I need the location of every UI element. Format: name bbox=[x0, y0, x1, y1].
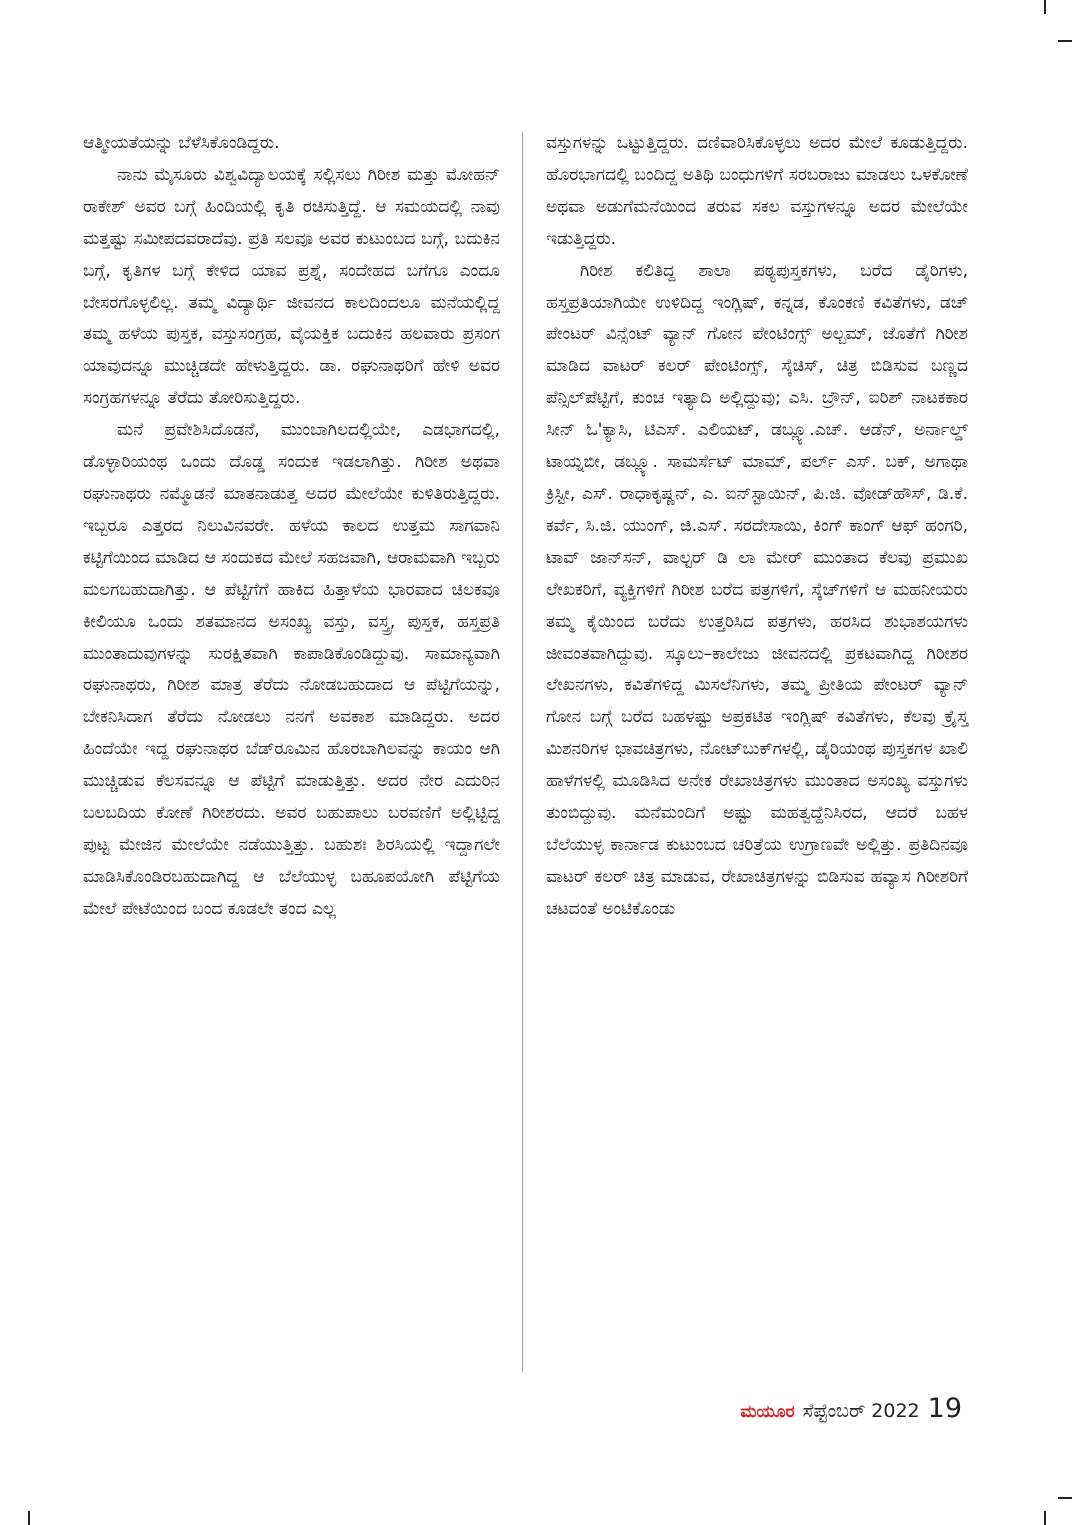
page-number: 19 bbox=[927, 1393, 962, 1424]
paragraph: ವಸ್ತುಗಳನ್ನು ಒಟ್ಟುತ್ತಿದ್ದರು. ದಣಿವಾರಿಸಿಕೊಳ್ಳಲು ಅದರ ಮೇಲೆ ಕೂಡುತ್ತಿದ್ದರು. ಹೊರಭಾಗದಲ್ಲಿ ಬಂದಿದ್ದ ಅತಿಥಿ ಬಂಧುಗಳಿಗೆ ಸರಬರಾಜು ಮಾಡಲು ಒಳಕೋಣೆ ಅಥವಾ ಅಡುಗೆಮನೆಯಿಂದ ತರುವ ಸಕಲ ವಸ್ತುಗಳನ್ನೂ ಅದರ ಮೇಲೆಯೇ ಇಡುತ್ತಿದ್ದರು. bbox=[546, 133, 968, 249]
article-column-left bbox=[83, 128, 500, 926]
crop-mark-top-right bbox=[1044, 0, 1046, 14]
page-footer bbox=[740, 1393, 962, 1424]
paragraph: ಗಿರೀಶ ಕಲಿತಿದ್ದ ಶಾಲಾ ಪಠ್ಯಪುಸ್ತಕಗಳು, ಬರೆದ ಡೈರಿಗಳು, ಹಸ್ತಪ್ರತಿಯಾಗಿಯೇ ಉಳಿದಿದ್ದ ಇಂಗ್ಲಿಷ್, ಕನ್ನಡ, ಕೊಂಕಣಿ ಕವಿತೆಗಳು, ಡಚ್ ಪೇಂಟರ್ ವಿನ್ಸೆಂಟ್ ವ್ಯಾನ್ ಗೋನ ಪೇಂಟಿಂಗ್ಸ್ ಅಲ್ಬಮ್, ಜೊತೆಗೆ ಗಿರೀಶ ಮಾಡಿದ ವಾಟರ್ ಕಲರ್ ಪೇಂಟಿಂಗ್ಸ್, ಸ್ಕೆಚಿಸ್, ಚಿತ್ರ ಬಿಡಿಸುವ ಬಣ್ಣದ ಪೆನ್ಸಿಲ್‌ಪೆಟ್ಟಿಗೆ, ಕುಂಚ ಇತ್ಯಾದಿ ಅಲ್ಲಿದ್ದುವು; ಎಸಿ. ಬ್ರೌನ್, ಐರಿಶ್ ನಾಟಕಕಾರ ಸೀನ್ ಓ'ಕ್ಯಾಸಿ, ಟಿಎಸ್. ಎಲಿಯಟ್, ಡಬ್ಲ್ಯೂ.ಎಚ್. ಆಡೆನ್, ಅರ್ನಾಲ್ಡ್ ಟಾಯ್ನಬೀ, ಡಬ್ಲ್ಯೂ. ಸಾಮರ್ಸೆಟ್ ಮಾಮ್, ಪರ್ಲ್ ಎಸ್. ಬಕ್, ಅಗಾಥಾ ಕ್ರಿಸ್ಟೀ, ಎಸ್. ರಾಧಾಕೃಷ್ಣನ್, ಎ. ಐನ್‌ಸ್ಟಾಯಿನ್, ಪಿ.ಜಿ. ವೋಡ್‌ಹೌಸ್, ಡಿ.ಕೆ. ಕರ್ವೆ, ಸಿ.ಜಿ. ಯುಂಗ್, ಜಿ.ಎಸ್. ಸರದೇಸಾಯಿ, ಕಿಂಗ್ ಕಾಂಗ್ ಆಫ್ ಹಂಗರಿ, ಟಾವ್ ಜಾನ್‌ಸನ್, ವಾಲ್ಟರ್ ಡಿ ಲಾ ಮೇರ್ ಮುಂತಾದ ಕೆಲವು ಪ್ರಮುಖ ಲೇಖಕರಿಗೆ, ವ್ಯಕ್ತಿಗಳಿಗೆ ಗಿರೀಶ ಬರೆದ ಪತ್ರಗಳಿಗೆ, ಸ್ಕೆಚ್‌ಗಳಿಗೆ ಆ ಮಹನೀಯರು ತಮ್ಮ ಕೈಯಿಂದ ಬರೆದು ಉತ್ತರಿಸಿದ ಪತ್ರಗಳು, ಹರಸಿದ ಶುಭಾಶಯಗಳು ಜೀವಂತವಾಗಿದ್ದುವು. ಸ್ಕೂಲು–ಕಾಲೇಜು ಜೀವನದಲ್ಲಿ ಪ್ರಕಟವಾಗಿದ್ದ ಗಿರೀಶರ ಲೇಖನಗಳು, ಕವಿತೆಗಳಿದ್ದ ಮಿಸಲೆನಿಗಳು, ತಮ್ಮ ಪ್ರೀತಿಯ ಪೇಂಟರ್ ವ್ಯಾನ್ ಗೋನ ಬಗ್ಗೆ ಬರೆದ ಬಹಳಷ್ಟು ಅಪ್ರಕಟಿತ ಇಂಗ್ಲಿಷ್ ಕವಿತೆಗಳು, ಕೆಲವು ಕ್ರೈಸ್ತ ಮಿಶನರಿಗಳ ಭಾವಚಿತ್ರಗಳು, ನೋಟ್‌ಬುಕ್‌ಗಳಲ್ಲಿ, ಡೈರಿಯಂಥ ಪುಸ್ತಕಗಳ ಖಾಲಿ ಹಾಳೆಗಳಲ್ಲಿ ಮೂಡಿಸಿದ ಅನೇಕ ರೇಖಾಚಿತ್ರಗಳು ಮುಂತಾದ ಅಸಂಖ್ಯ ವಸ್ತುಗಳು ತುಂಬಿದ್ದುವು. ಮನೆಮಂದಿಗೆ ಅಷ್ಟು ಮಹತ್ವದ್ದೆನಿಸಿರದ, ಆದರೆ ಬಹಳ ಬೆಲೆಯುಳ್ಳ ಕಾರ್ನಾಡ ಕುಟುಂಬದ ಚರಿತ್ರೆಯ ಉಗ್ರಾಣವೇ ಅಲ್ಲಿತ್ತು. ಪ್ರತಿದಿನವೂ ವಾಟರ್ ಕಲರ್ ಚಿತ್ರ ಮಾಡುವ, ರೇಖಾಚಿತ್ರಗಳನ್ನು ಬಿಡಿಸುವ ಹವ್ಯಾಸ ಗಿರೀಶರಿಗೆ ಚಟದಂತೆ ಅಂಟಿಕೊಂಡು bbox=[546, 260, 968, 919]
crop-mark-right-lower bbox=[1058, 1497, 1072, 1499]
paragraph: ಆತ್ಮೀಯತೆಯನ್ನು ಬೆಳೆಸಿಕೊಂಡಿದ್ದರು. bbox=[83, 133, 280, 153]
paragraph: ಮನೆ ಪ್ರವೇಶಿಸಿದೊಡನೆ, ಮುಂಬಾಗಿಲದಲ್ಲಿಯೇ, ಎಡಭಾಗದಲ್ಲಿ, ಡೊಳ್ಳಾರಿಯಂಥ ಒಂದು ದೊಡ್ಡ ಸಂದುಕ ಇಡಲಾಗಿತ್ತು. ಗಿರೀಶ ಅಥವಾ ರಘುನಾಥರು ನಮ್ಮೊಡನೆ ಮಾತನಾಡುತ್ತ ಅದರ ಮೇಲೆಯೇ ಕುಳಿತಿರುತ್ತಿದ್ದರು. ಇಬ್ಬರೂ ಎತ್ತರದ ನಿಲುವಿನವರೇ. ಹಳೆಯ ಕಾಲದ ಉತ್ತಮ ಸಾಗವಾನಿ ಕಟ್ಟಿಗೆಯಿಂದ ಮಾಡಿದ ಆ ಸಂದುಕದ ಮೇಲೆ ಸಹಜವಾಗಿ, ಆರಾಮವಾಗಿ ಇಬ್ಬರು ಮಲಗಬಹುದಾಗಿತ್ತು. ಆ ಪೆಟ್ಟಿಗೆಗೆ ಹಾಕಿದ ಹಿತ್ತಾಳೆಯ ಭಾರವಾದ ಚಿಲಕವೂ ಕೀಲಿಯೂ ಒಂದು ಶತಮಾನದ ಅಸಂಖ್ಯ ವಸ್ತು, ವಸ್ತ್ರ, ಪುಸ್ತಕ, ಹಸ್ತಪ್ರತಿ ಮುಂತಾದುವುಗಳನ್ನು ಸುರಕ್ಷಿತವಾಗಿ ಕಾಪಾಡಿಕೊಂಡಿದ್ದುವು. ಸಾಮಾನ್ಯವಾಗಿ ರಘುನಾಥರು, ಗಿರೀಶ ಮಾತ್ರ ತೆರೆದು ನೋಡಬಹುದಾದ ಆ ಪೆಟ್ಟಿಗೆಯನ್ನು, ಬೇಕನಿಸಿದಾಗ ತೆರೆದು ನೋಡಲು ನನಗೆ ಅವಕಾಶ ಮಾಡಿದ್ದರು. ಅದರ ಹಿಂದೆಯೇ ಇದ್ದ ರಘುನಾಥರ ಬೆಡ್‌ರೂಮಿನ ಹೊರಬಾಗಿಲವನ್ನು ಕಾಯಂ ಆಗಿ ಮುಚ್ಚಿಡುವ ಕೆಲಸವನ್ನೂ ಆ ಪೆಟ್ಟಿಗೆ ಮಾಡುತ್ತಿತ್ತು. ಅದರ ನೇರ ಎದುರಿನ ಬಲಬದಿಯ ಕೋಣೆ ಗಿರೀಶರದು. ಅವರ ಬಹುಪಾಲು ಬರವಣಿಗೆ ಅಲ್ಲಿಟ್ಟಿದ್ದ ಪುಟ್ಟ ಮೇಜಿನ ಮೇಲೆಯೇ ನಡೆಯುತ್ತಿತ್ತು. ಬಹುಶಃ ಶಿರಸಿಯಲ್ಲಿ ಇದ್ದಾಗಲೇ ಮಾಡಿಸಿಕೊಂಡಿರಬಹುದಾಗಿದ್ದ ಆ ಬೆಲೆಯುಳ್ಳ ಬಹೂಪಯೋಗಿ ಪೆಟ್ಟಿಗೆಯ ಮೇಲೆ ಪೇಟೆಯಿಂದ ಬಂದ ಕೂಡಲೇ ತಂದ ಎಲ್ಲ bbox=[83, 420, 500, 919]
article-column-right bbox=[546, 128, 968, 926]
issue-date: ಸೆಪ್ಟೆಂಬರ್ 2022 bbox=[802, 1400, 920, 1422]
column-divider bbox=[522, 132, 523, 1372]
crop-mark-right-upper bbox=[1058, 40, 1072, 42]
crop-mark-bottom-right bbox=[1044, 1511, 1046, 1525]
magazine-name: ಮಯೂರ bbox=[740, 1402, 795, 1422]
paragraph: ನಾನು ಮೈಸೂರು ವಿಶ್ವವಿದ್ಯಾಲಯಕ್ಕೆ ಸಲ್ಲಿಸಲು ಗಿರೀಶ ಮತ್ತು ಮೋಹನ್ ರಾಕೇಶ್ ಅವರ ಬಗ್ಗೆ ಹಿಂದಿಯಲ್ಲಿ ಕೃತಿ ರಚಿಸುತ್ತಿದ್ದೆ. ಆ ಸಮಯದಲ್ಲಿ ನಾವು ಮತ್ತಷ್ಟು ಸಮೀಪದವರಾದೆವು. ಪ್ರತಿ ಸಲವೂ ಅವರ ಕುಟುಂಬದ ಬಗ್ಗೆ, ಬದುಕಿನ ಬಗ್ಗೆ, ಕೃತಿಗಳ ಬಗ್ಗೆ ಕೇಳಿದ ಯಾವ ಪ್ರಶ್ನೆ, ಸಂದೇಹದ ಬಗೆಗೂ ಎಂದೂ ಬೇಸರಗೊಳ್ಳಲಿಲ್ಲ. ತಮ್ಮ ವಿದ್ಯಾರ್ಥಿ ಜೀವನದ ಕಾಲದಿಂದಲೂ ಮನೆಯಲ್ಲಿದ್ದ ತಮ್ಮ ಹಳೆಯ ಪುಸ್ತಕ, ವಸ್ತುಸಂಗ್ರಹ, ವೈಯಕ್ತಿಕ ಬದುಕಿನ ಹಲವಾರು ಪ್ರಸಂಗ ಯಾವುದನ್ನೂ ಮುಚ್ಚಿಡದೇ ಹೇಳುತ್ತಿದ್ದರು. ಡಾ. ರಘುನಾಥರಿಗೆ ಹೇಳಿ ಅವರ ಸಂಗ್ರಹಗಳನ್ನೂ ತೆರೆದು ತೋರಿಸುತ್ತಿದ್ದರು. bbox=[83, 164, 500, 409]
crop-mark-bottom-left bbox=[28, 1511, 30, 1525]
